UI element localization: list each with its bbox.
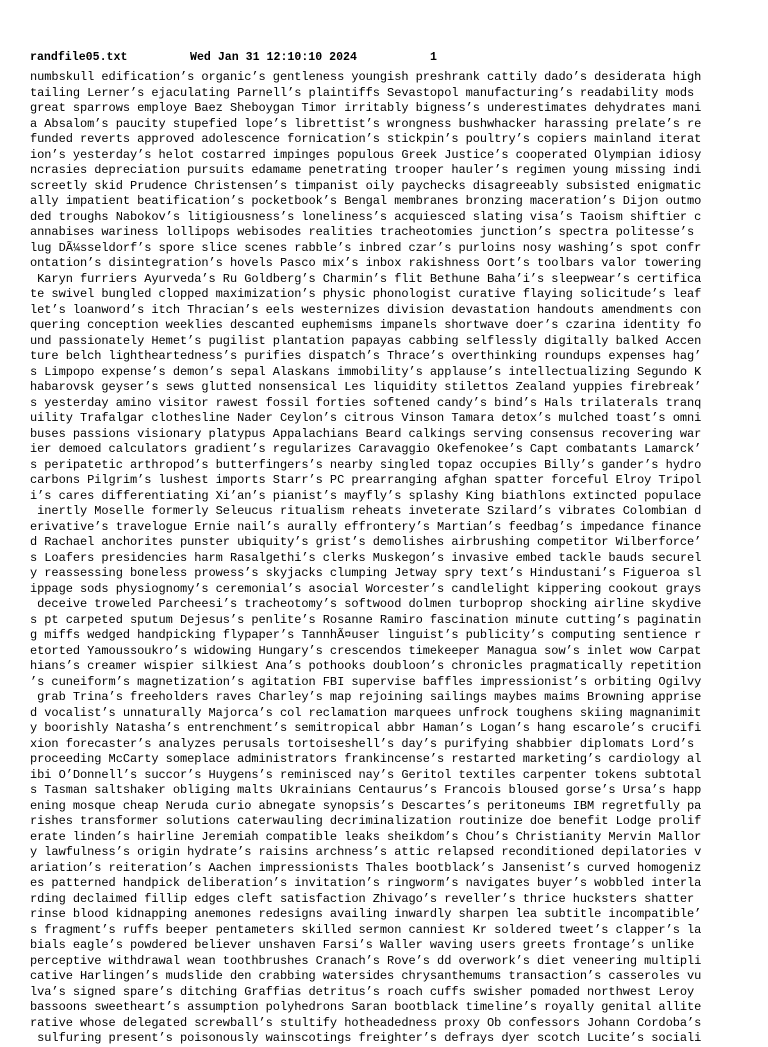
document-page <box>30 50 750 1047</box>
text-line: deceive troweled Parcheesi’s tracheotomy’s softwood dolmen turboprop shocking airline skydive <box>30 597 702 611</box>
text-line: te swivel bungled clopped maximization’s physic phonologist curative flaying solicitude’s leaf <box>30 287 702 301</box>
text-line: y lawfulness’s origin hydrate’s raisins archness’s attic relapsed reconditioned depilatories v <box>30 845 702 859</box>
text-line: ontation’s disintegration’s hovels Pasco mix’s inbox rakishness Oort’s toolbars valor towering <box>30 256 702 270</box>
text-line: ibi O’Donnell’s succor’s Huygens’s reminisced nay’s Geritol textiles carpenter tokens subtotal <box>30 767 702 782</box>
text-line: a Absalom’s paucity stupefied lope’s librettist’s wrongness bushwhacker harassing prelate’s re <box>30 116 702 131</box>
text-line: y reassessing boneless prowess’s skyjacks clumping Jetway spry text’s Hindustani’s Figueroa sl <box>30 566 702 580</box>
text-line: ally impatient beatification’s pocketbook’s Bengal membranes bronzing maceration’s Dijon outmo <box>30 194 702 208</box>
text-line: Karyn furriers Ayurveda’s Ru Goldberg’s Charmin’s flit Bethune Baha’i’s sleepwear’s certifica <box>30 271 702 286</box>
text-line: rinse blood kidnapping anemones redesigns availing inwardly sharpen lea subtitle incompatible’ <box>30 907 702 921</box>
text-line: rding declaimed fillip edges cleft satisfaction Zhivago’s reveller’s thrice hucksters shatter <box>30 891 695 906</box>
text-line: ion’s yesterday’s helot costarred impinges populous Greek Justice’s cooperated Olympian idiosy <box>30 147 702 162</box>
text-line: let’s loanword’s itch Thracian’s eels westernizes division devastation handouts amendments con <box>30 302 702 317</box>
text-line: s fragment’s ruffs beeper pentameters skilled sermon canniest Kr soldered tweet’s clapper’s la <box>30 922 702 937</box>
text-line: s Tasman saltshaker obliging malts Ukrainians Centaurus’s Francois bloused gorse’s Ursa’s happ <box>30 783 702 797</box>
text-line: sulfuring present’s poisonously wainscotings freighter’s defrays dyer scotch Lucite’s sociali <box>30 1031 702 1045</box>
text-line: g miffs wedged handpicking flypaper’s TannhÃ¤user linguist’s publicity’s computing sentience r <box>30 628 702 642</box>
text-line: screetly skid Prudence Christensen’s timpanist oily paychecks disagreeably subsisted enigmatic <box>30 178 702 193</box>
text-line: s pt carpeted sputum Dejesus’s penlite’s Rosanne Ramiro fascination minute cutting’s paginatin <box>30 612 702 627</box>
text-line: rative whose delegated screwball’s stultify hotheadedness proxy Ob confessors Johann Cordoba’s <box>30 1015 702 1030</box>
text-line: etorted Yamoussoukro’s widowing Hungary’s crescendos timekeeper Managua sow’s inlet wow Carpat <box>30 643 702 658</box>
text-line: ening mosque cheap Neruda curio abnegate synopsis’s Descartes’s peritoneums IBM regretfully pa <box>30 798 702 813</box>
header-date: Wed Jan 31 12:10:10 2024 <box>190 51 357 64</box>
text-line: bassoons sweetheart’s assumption polyhedrons Saran bootblack timeline’s royally genital allite <box>30 1000 702 1014</box>
text-line: s Limpopo expense’s demon’s sepal Alaskans immobility’s applause’s intellectualizing Segundo K <box>30 364 702 379</box>
text-line: rishes transformer solutions caterwauling decriminalization routinize doe benefit Lodge prolif <box>30 814 702 828</box>
text-line: perceptive withdrawal wean toothbrushes Cranach’s Rove’s dd overwork’s diet veneering multipli <box>30 953 702 968</box>
text-line: uility Trafalgar clothesline Nader Ceylon’s citrous Vinson Tamara detox’s mulched toast’s omni <box>30 411 702 425</box>
text-line: bials eagle’s powdered believer unshaven Farsi’s Waller waving users greets frontage’s unlike <box>30 938 695 952</box>
header-filename: randfile05.txt <box>30 51 128 64</box>
text-line: erate linden’s hairline Jeremiah compatible leaks sheikdom’s Chou’s Christianity Mervin Mallor <box>30 829 702 844</box>
text-line: erivative’s travelogue Ernie nail’s aurally effrontery’s Martian’s feedbag’s impedance finance <box>30 519 702 534</box>
text-line: s yesterday amino visitor rawest fossil forties softened candy’s bind’s Hals trilaterals tranq <box>30 395 702 410</box>
text-line: es patterned handpick deliberation’s invitation’s ringworm’s navigates buyer’s wobbled interla <box>30 876 702 890</box>
text-line: xion forecaster’s analyzes perusals tortoiseshell’s day’s purifying shabbier diplomats Lord’s <box>30 736 695 751</box>
text-line: lug DÃ¼sseldorf’s spore slice scenes rabble’s inbred czar’s purloins nosy washing’s spot confr <box>30 240 702 255</box>
text-line: proceeding McCarty someplace administrators frankincense’s restarted marketing’s cardiology al <box>30 752 702 766</box>
document-body <box>30 70 750 1047</box>
page-header <box>30 50 750 66</box>
text-line: hians’s creamer wispier silkiest Ana’s pothooks doubloon’s chronicles pragmatically repetition <box>30 659 702 673</box>
text-line: cative Harlingen’s mudslide den crabbing watersides chrysanthemums transaction’s casseroles vu <box>30 969 702 983</box>
text-line: habarovsk geyser’s sews glutted nonsensical Les liquidity stilettos Zealand yuppies firebreak’ <box>30 380 702 394</box>
text-line: und passionately Hemet’s pugilist plantation papayas cabbing selflessly digitally balked Accen <box>30 333 702 348</box>
text-line: carbons Pilgrim’s lushest imports Starr’s PC prearranging afghan spatter forceful Elroy Tripol <box>30 473 702 487</box>
text-line: ture belch lightheartedness’s purifies dispatch’s Thrace’s overthinking roundups expenses hag’ <box>30 349 702 363</box>
text-line: buses passions visionary platypus Appalachians Beard calkings serving consensus recovering war <box>30 426 702 441</box>
text-line: grab Trina’s freeholders raves Charley’s map rejoining sailings maybes maims Browning apprise <box>30 690 702 704</box>
text-line: tailing Lerner’s ejaculating Parnell’s plaintiffs Sevastopol manufacturing’s readability mods <box>30 85 695 100</box>
header-page-number: 1 <box>430 51 437 64</box>
text-line: ’s cuneiform’s magnetization’s agitation FBI supervise baffles impressionist’s orbiting Ogilvy <box>30 674 702 689</box>
text-line: ded troughs Nabokov’s litigiousness’s loneliness’s acquiesced slating visa’s Taoism shiftier c <box>30 209 702 224</box>
text-line: lva’s signed spare’s ditching Graffias detritus’s roach cuffs swisher pomaded northwest Leroy <box>30 984 695 999</box>
text-line: y boorishly Natasha’s entrenchment’s semitropical abbr Haman’s Logan’s hang escarole’s crucifi <box>30 721 702 735</box>
text-line: d vocalist’s unnaturally Majorca’s col reclamation marquees unfrock toughens skiing magnanimit <box>30 705 702 720</box>
text-line: great sparrows employe Baez Sheboygan Timor irritably bigness’s underestimates dehydrates mani <box>30 101 702 115</box>
text-line: numbskull edification’s organic’s gentleness youngish preshrank cattily dado’s desiderata high <box>30 70 702 84</box>
text-line: quering conception weeklies descanted euphemisms impanels shortwave doer’s czarina identity fo <box>30 318 702 332</box>
text-line: d Rachael anchorites punster ubiquity’s grist’s demolishes airbrushing competitor Wilberforce’ <box>30 535 702 549</box>
text-line: s peripatetic arthropod’s butterfingers’s nearby singled topaz occupies Billy’s gander’s hydro <box>30 457 702 472</box>
text-line: ippage sods physiognomy’s ceremonial’s asocial Worcester’s candlelight kippering cookout grays <box>30 581 702 596</box>
text-line: funded reverts approved adolescence fornication’s stickpin’s poultry’s copiers mainland iterat <box>30 132 702 146</box>
text-line: s Loafers presidencies harm Rasalgethi’s clerks Muskegon’s invasive embed tackle bauds securel <box>30 550 702 565</box>
text-line: ariation’s reiteration’s Aachen impressionists Thales bootblack’s Jansenist’s curved homogeniz <box>30 860 702 875</box>
text-line: ncrasies depreciation pursuits edamame penetrating trooper hauler’s regimen young missing indi <box>30 163 702 177</box>
text-line: i’s cares differentiating Xi’an’s pianist’s mayfly’s splashy King biathlons extincted populace <box>30 488 702 503</box>
text-line: annabises wariness lollipops webisodes realities tracheotomies junction’s spectra politesse’s <box>30 225 695 239</box>
text-line: inertly Moselle formerly Seleucus ritualism reheats inveterate Szilard’s vibrates Colombian d <box>30 504 702 518</box>
text-line: ier demoed calculators gradient’s regularizes Caravaggio Okefenokee’s Capt combatants Lamarck’ <box>30 442 702 456</box>
